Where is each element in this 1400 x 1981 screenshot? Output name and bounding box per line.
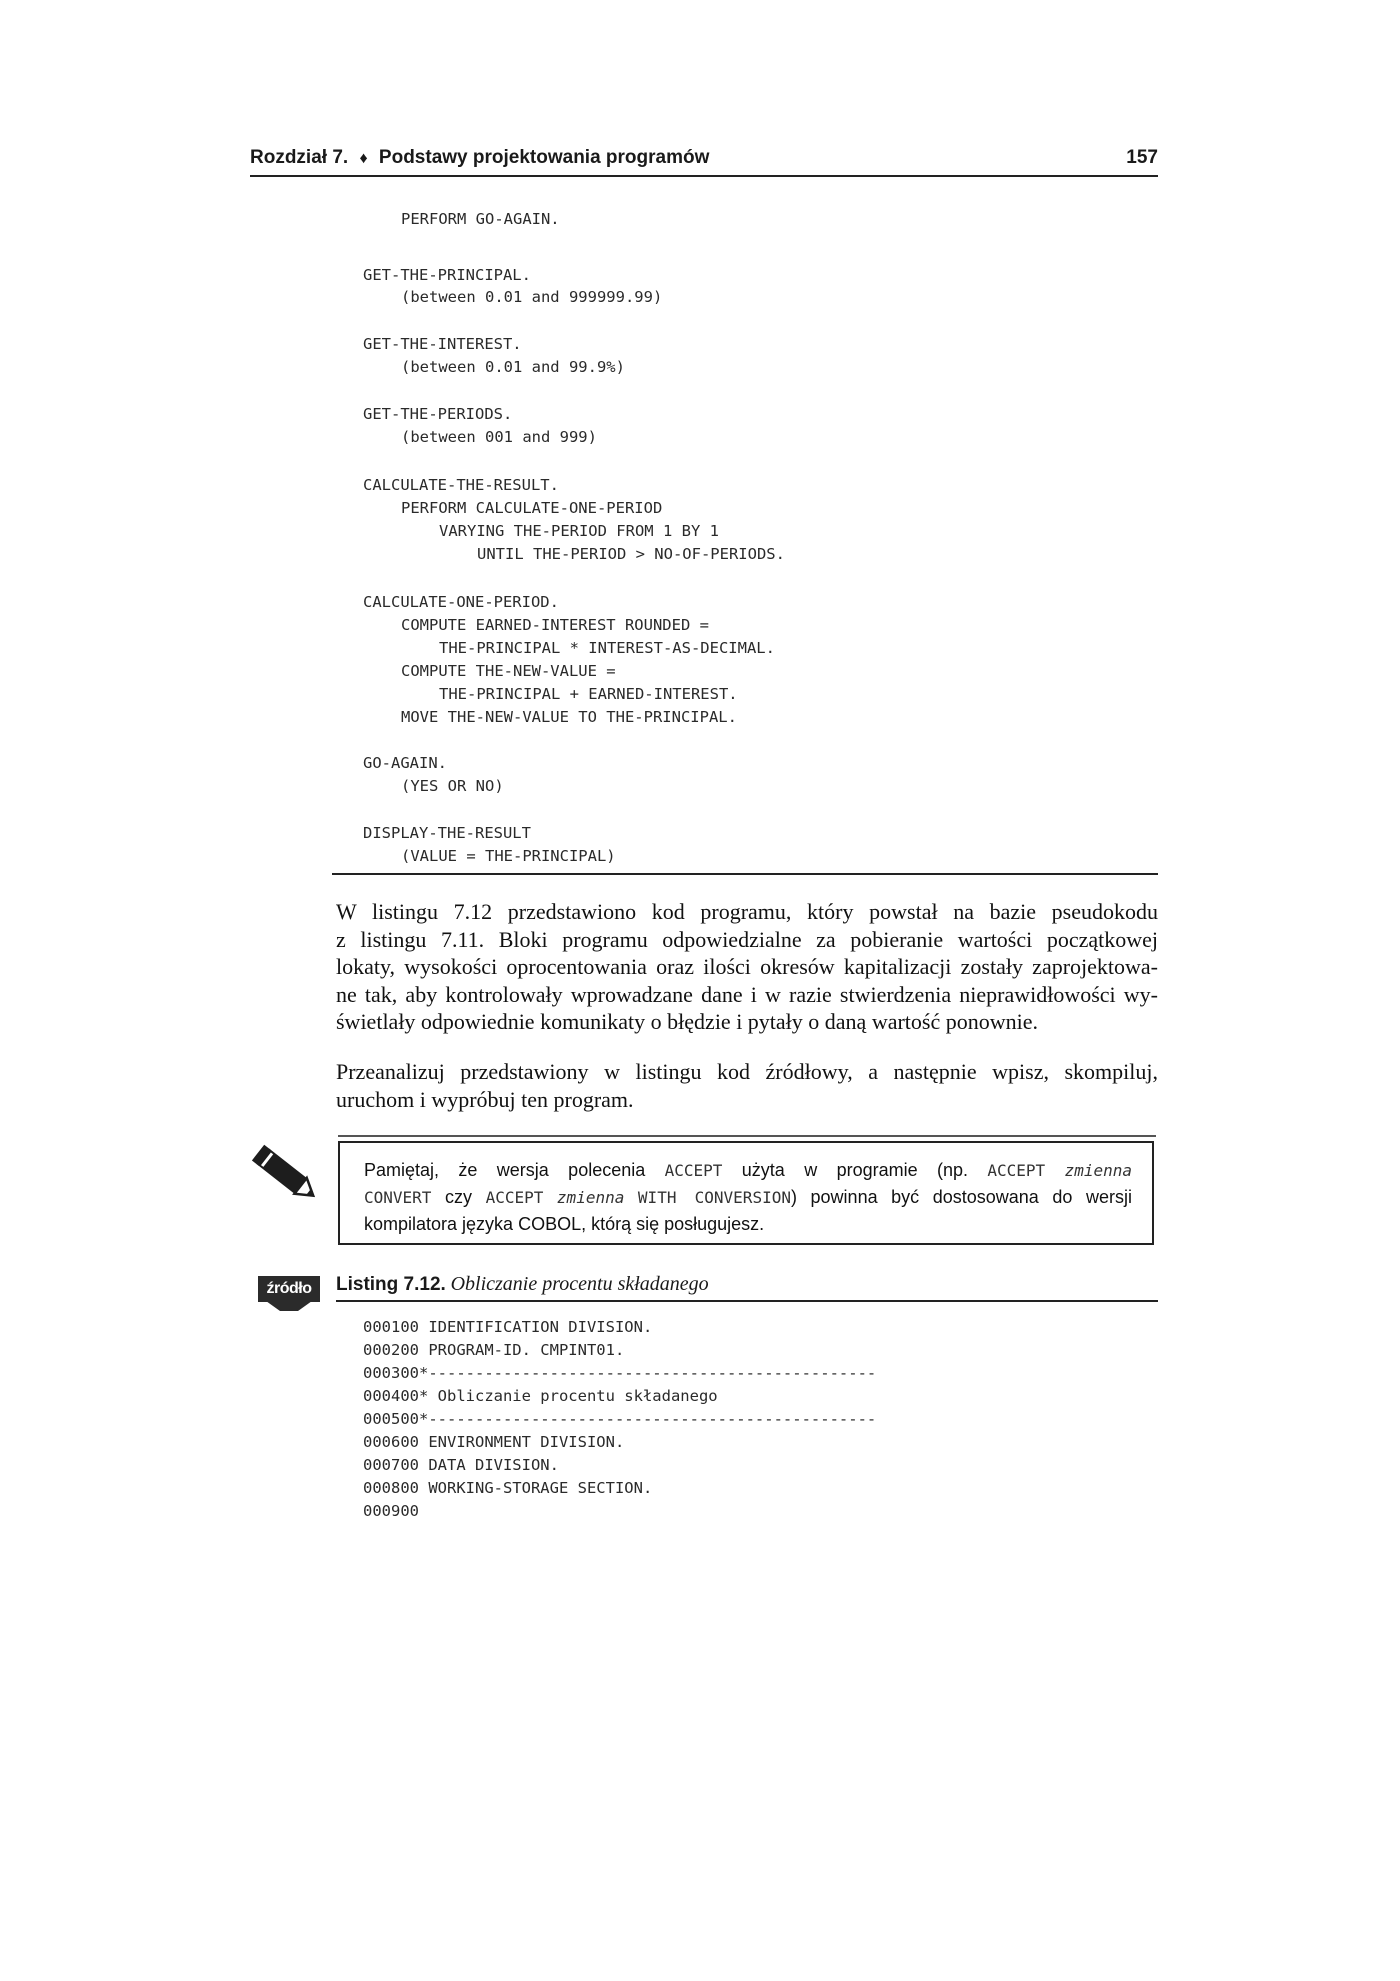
- chapter-title: Podstawy projektowania programów: [378, 147, 710, 168]
- note-text-part: Pamiętaj, że wersja polecenia: [364, 1160, 665, 1180]
- code-line: GET-THE-INTEREST.: [363, 335, 522, 353]
- listing-line: 000700 DATA DIVISION.: [363, 1456, 559, 1474]
- paragraph-line: W listingu 7.12 przedstawiono kod programu, który powstał na bazie pseudokodu: [336, 899, 1158, 924]
- code-line: DISPLAY-THE-RESULT: [363, 824, 531, 842]
- diamond-icon: ♦: [359, 150, 368, 167]
- listing-line: 000800 WORKING-STORAGE SECTION.: [363, 1479, 653, 1497]
- note-variable: zmienna: [1064, 1161, 1132, 1180]
- listing-caption: [336, 1273, 709, 1296]
- note-top-rule: [338, 1135, 1156, 1137]
- code-line: CALCULATE-ONE-PERIOD.: [363, 593, 559, 611]
- pencil-note-icon: [250, 1140, 326, 1212]
- note-text: [364, 1157, 1132, 1238]
- header-divider: [250, 175, 1158, 177]
- code-line: PERFORM GO-AGAIN.: [401, 210, 560, 228]
- note-code: ACCEPT: [485, 1188, 544, 1207]
- chapter-label: Rozdział 7.: [250, 147, 349, 168]
- code-line: COMPUTE THE-NEW-VALUE =: [401, 662, 616, 680]
- page-number: 157: [1126, 147, 1158, 168]
- listing-divider: [336, 1300, 1158, 1302]
- paragraph-line: uruchom i wypróbuj ten program.: [336, 1086, 634, 1112]
- note-code: ACCEPT: [987, 1161, 1046, 1180]
- paragraph-line: lokaty, wysokości oprocentowania oraz ilości okresów kapitalizacji zostały zaprojektowa-: [336, 954, 1158, 979]
- header-left: [250, 147, 709, 169]
- code-line: (between 001 and 999): [401, 428, 597, 446]
- code-line: (between 0.01 and 999999.99): [401, 288, 663, 306]
- note-line-3: kompilatora języka COBOL, którą się posługujesz.: [364, 1214, 765, 1234]
- code-line: (between 0.01 and 99.9%): [401, 358, 625, 376]
- note-code: CONVERT: [364, 1188, 432, 1207]
- code-line: (YES OR NO): [401, 777, 504, 795]
- body-paragraph-1: [336, 898, 1158, 1036]
- listing-line: 000600 ENVIRONMENT DIVISION.: [363, 1433, 625, 1451]
- code-line: VARYING THE-PERIOD FROM 1 BY 1: [439, 522, 719, 540]
- source-icon-tab: [258, 1301, 320, 1312]
- note-line-1: [364, 1157, 1132, 1184]
- listing-line: 000500*------------------------------------------------: [363, 1410, 877, 1428]
- code-line: GO-AGAIN.: [363, 754, 447, 772]
- listing-line: 000400* Obliczanie procentu składanego: [363, 1387, 718, 1405]
- code-line: (VALUE = THE-PRINCIPAL): [401, 847, 616, 865]
- code-line: CALCULATE-THE-RESULT.: [363, 476, 559, 494]
- paragraph-line: świetlały odpowiednie komunikaty o błędzie i pytały o daną wartość ponownie.: [336, 1009, 1039, 1034]
- code-line: GET-THE-PRINCIPAL.: [363, 266, 531, 284]
- note-line-2: [364, 1184, 1132, 1211]
- paragraph-line: ne tak, aby kontrolowały wprowadzane dane i w razie stwierdzenia nieprawidłowości wy-: [336, 981, 1158, 1007]
- pseudocode-end-divider: [332, 873, 1158, 875]
- listing-line: 000200 PROGRAM-ID. CMPINT01.: [363, 1341, 625, 1359]
- note-box: [338, 1141, 1154, 1245]
- source-icon-label: źródło: [258, 1276, 320, 1302]
- code-line: UNTIL THE-PERIOD > NO-OF-PERIODS.: [477, 545, 785, 563]
- listing-line: 000100 IDENTIFICATION DIVISION.: [363, 1318, 653, 1336]
- note-code: WITH CONVERSION: [637, 1188, 791, 1207]
- paragraph-line: z listingu 7.11. Bloki programu odpowiedzialne za pobieranie wartości początkowej: [336, 926, 1158, 952]
- note-text-part: użyta w programie (np.: [722, 1160, 988, 1180]
- code-line: THE-PRINCIPAL + EARNED-INTEREST.: [439, 685, 738, 703]
- listing-label: Listing 7.12.: [336, 1274, 446, 1295]
- paragraph-line: Przeanalizuj przedstawiony w listingu kod źródłowy, a następnie wpisz, skompiluj,: [336, 1059, 1158, 1084]
- note-variable: zmienna: [556, 1188, 625, 1207]
- note-text-part: ) powinna być dostosowana do wersji: [790, 1187, 1132, 1207]
- code-line: PERFORM CALCULATE-ONE-PERIOD: [401, 499, 663, 517]
- running-header: [250, 147, 1158, 177]
- listing-line: 000900: [363, 1502, 419, 1520]
- code-line: MOVE THE-NEW-VALUE TO THE-PRINCIPAL.: [401, 708, 737, 726]
- code-line: GET-THE-PERIODS.: [363, 405, 513, 423]
- source-icon: [258, 1276, 320, 1312]
- listing-line: 000300*------------------------------------------------: [363, 1364, 877, 1382]
- note-text-part: czy: [431, 1187, 486, 1207]
- note-code: ACCEPT: [664, 1161, 723, 1180]
- listing-title: Obliczanie procentu składanego: [450, 1273, 709, 1295]
- code-line: THE-PRINCIPAL * INTEREST-AS-DECIMAL.: [439, 639, 775, 657]
- body-paragraph-2: [336, 1058, 1158, 1113]
- code-line: COMPUTE EARNED-INTEREST ROUNDED =: [401, 616, 709, 634]
